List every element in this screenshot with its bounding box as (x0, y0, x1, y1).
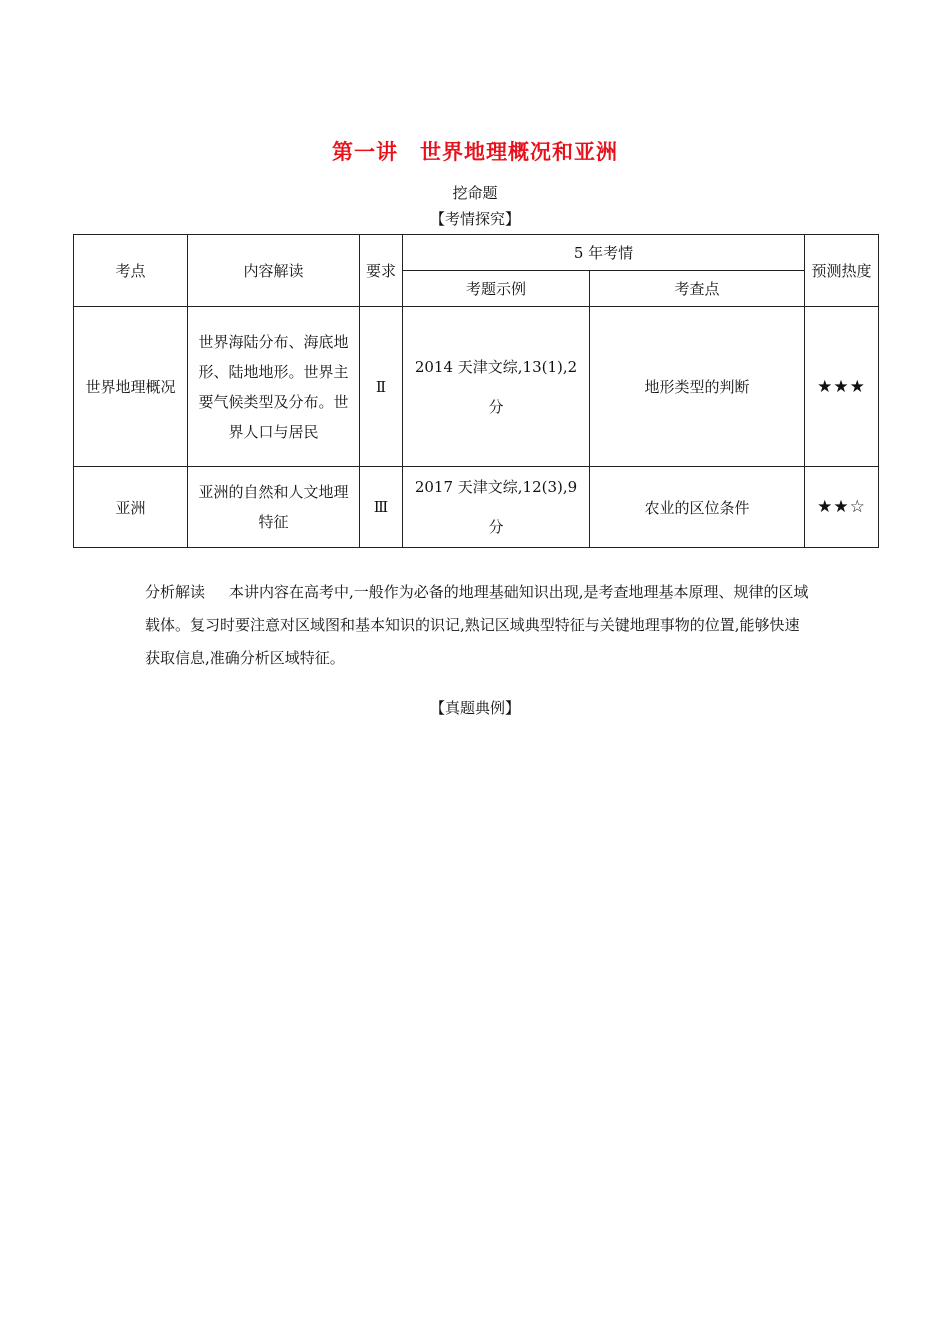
table-row (74, 307, 879, 467)
row-check-point: 地形类型的判断 (590, 307, 805, 467)
header-five-year: 5 年考情 (403, 235, 805, 271)
row-heat-stars: ★★☆ (805, 467, 879, 548)
page-title: 第一讲 世界地理概况和亚洲 (332, 140, 618, 164)
analysis-paragraph (145, 576, 810, 675)
header-heat: 预测热度 (805, 235, 879, 307)
header-example: 考题示例 (403, 271, 590, 307)
header-requirement: 要求 (360, 235, 403, 307)
header-check-point: 考查点 (590, 271, 805, 307)
section-heading-examples: 【真题典例】 (429, 699, 520, 717)
row-requirement: Ⅲ (360, 467, 403, 548)
table-header-row (74, 235, 879, 271)
row-check-point: 农业的区位条件 (590, 467, 805, 548)
table-row (74, 467, 879, 548)
row-example: 2014 天津文综,13(1),2 分 (403, 307, 590, 467)
page-subtitle: 挖命题 (452, 184, 498, 202)
analysis-label: 分析解读 (145, 583, 206, 601)
row-content: 世界海陆分布、海底地形、陆地地形。世界主要气候类型及分布。世界人口与居民 (188, 307, 360, 467)
header-content: 内容解读 (188, 235, 360, 307)
section-heading-exam: 【考情探究】 (429, 210, 520, 228)
row-requirement: Ⅱ (360, 307, 403, 467)
header-point: 考点 (74, 235, 188, 307)
row-heat-stars: ★★★ (805, 307, 879, 467)
exam-table (73, 234, 879, 548)
row-content: 亚洲的自然和人文地理特征 (188, 467, 360, 548)
analysis-text: 本讲内容在高考中,一般作为必备的地理基础知识出现,是考查地理基本原理、规律的区域载体。复习时要注意对区域图和基本知识的识记,熟记区域典型特征与关键地理事物的位置,能够快速获取信息,准确分析区域特征。 (145, 583, 809, 667)
row-point: 世界地理概况 (74, 307, 188, 467)
row-example: 2017 天津文综,12(3),9 分 (403, 467, 590, 548)
row-point: 亚洲 (74, 467, 188, 548)
